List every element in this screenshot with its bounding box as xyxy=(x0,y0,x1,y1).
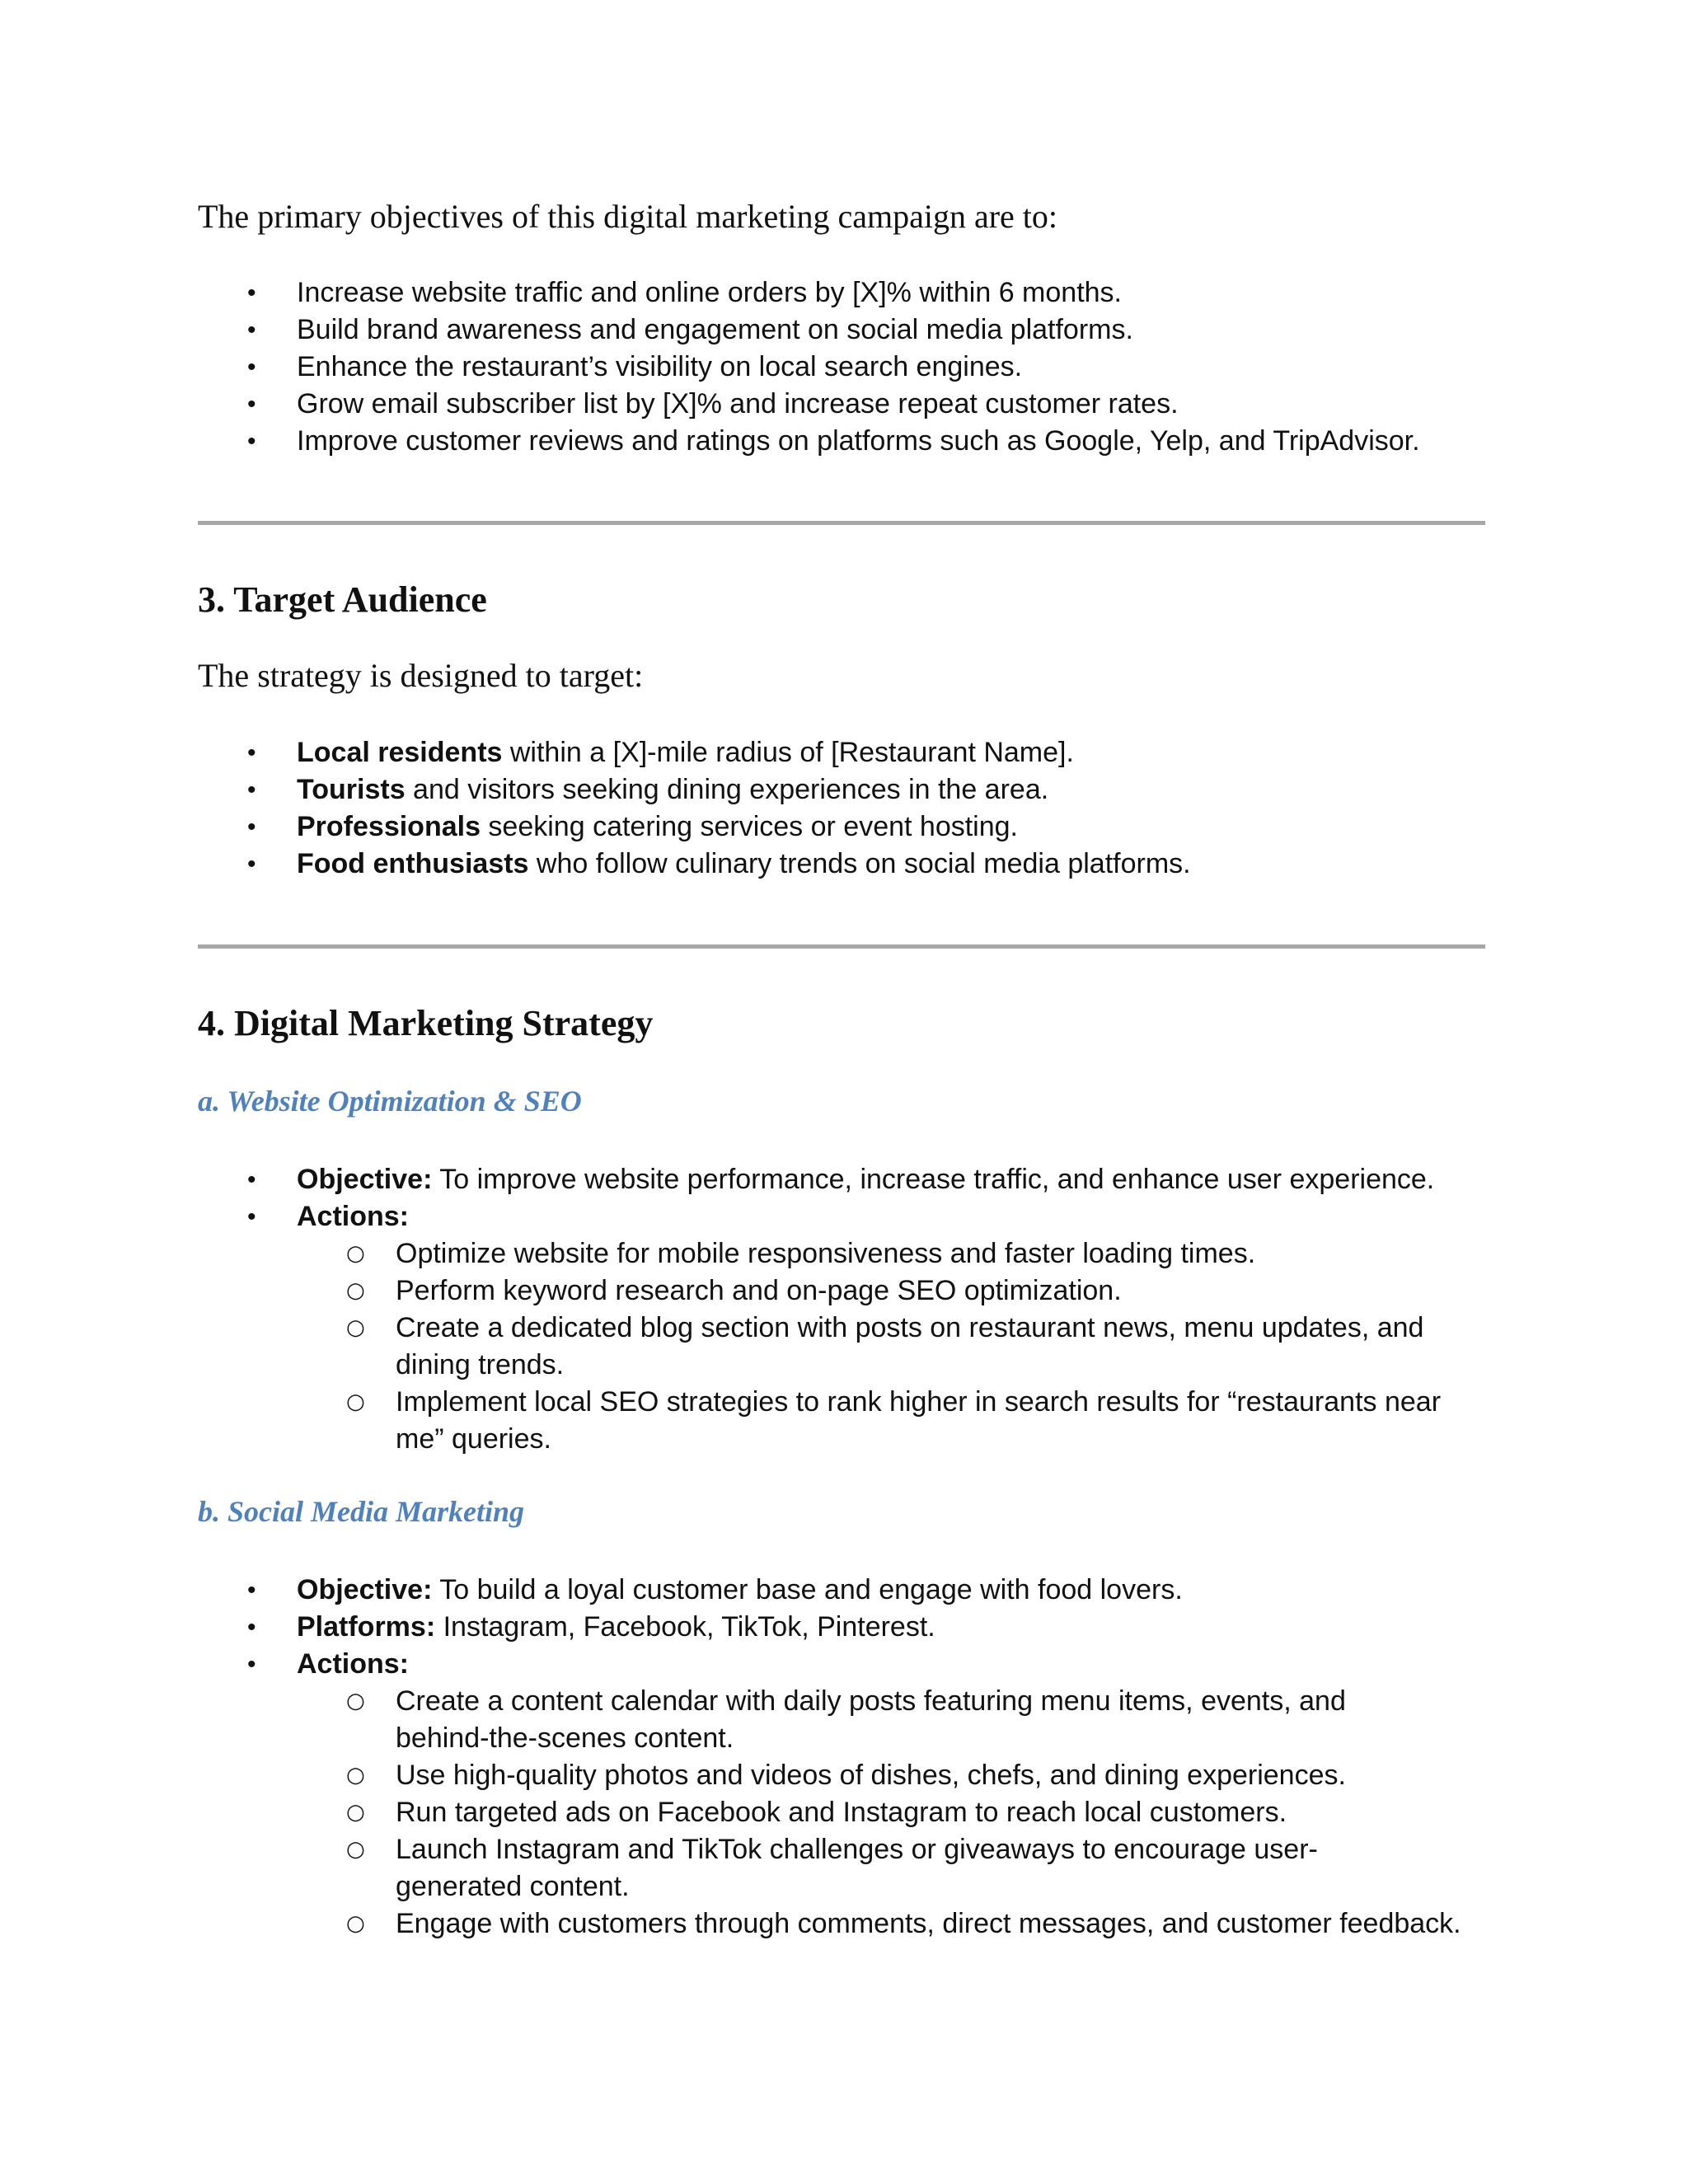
circle-bullet-icon: ○ xyxy=(346,1315,365,1340)
target-audience-list xyxy=(0,734,1191,883)
list-item: • Enhance the restaurant’s visibility on local search engines. xyxy=(0,349,1420,386)
bullet-icon: • xyxy=(247,813,256,841)
circle-bullet-icon: ○ xyxy=(346,1763,365,1788)
section-heading-digital-marketing-strategy: 4. Digital Marketing Strategy xyxy=(198,1003,654,1043)
list-item: ○ Run targeted ads on Facebook and Instagram to reach local customers. xyxy=(0,1794,1461,1831)
bullet-icon: • xyxy=(247,391,256,418)
circle-bullet-icon: ○ xyxy=(346,1837,365,1862)
horizontal-divider xyxy=(198,521,1485,525)
circle-bullet-icon: ○ xyxy=(346,1241,365,1266)
list-item: ○ Create a dedicated blog section with posts on restaurant news, menu updates, and dining trends. xyxy=(0,1310,1442,1384)
list-item: • Improve customer reviews and ratings on platforms such as Google, Yelp, and TripAdvisor. xyxy=(0,423,1420,460)
list-item: ○ Implement local SEO strategies to rank higher in search results for “restaurants near me” queries. xyxy=(0,1384,1442,1458)
bullet-icon: • xyxy=(247,739,256,766)
list-item: ○ Optimize website for mobile responsiveness and faster loading times. xyxy=(0,1235,1442,1272)
bullet-icon: • xyxy=(247,1651,256,1678)
social-media-list xyxy=(0,1572,1461,1943)
bullet-icon: • xyxy=(247,776,256,804)
list-item: • Objective: To improve website performance, increase traffic, and enhance user experience. xyxy=(0,1161,1442,1198)
list-item: • Professionals seeking catering services or event hosting. xyxy=(0,808,1191,846)
circle-bullet-icon: ○ xyxy=(346,1390,365,1414)
target-audience-intro: The strategy is designed to target: xyxy=(198,657,644,694)
list-item: ○ Launch Instagram and TikTok challenges or giveaways to encourage user-generated content. xyxy=(0,1831,1442,1905)
objectives-intro: The primary objectives of this digital marketing campaign are to: xyxy=(198,198,1058,235)
section-heading-target-audience: 3. Target Audience xyxy=(198,579,487,620)
list-item: • Local residents within a [X]-mile radius of [Restaurant Name]. xyxy=(0,734,1191,771)
list-item: ○ Perform keyword research and on-page SEO optimization. xyxy=(0,1272,1442,1310)
list-item: • Actions: xyxy=(0,1198,1442,1235)
list-item: • Increase website traffic and online orders by [X]% within 6 months. xyxy=(0,274,1420,312)
circle-bullet-icon: ○ xyxy=(346,1278,365,1303)
bullet-icon: • xyxy=(247,1203,256,1230)
bullet-icon: • xyxy=(247,428,256,455)
list-item: ○ Use high-quality photos and videos of dishes, chefs, and dining experiences. xyxy=(0,1757,1461,1794)
list-item: • Build brand awareness and engagement on social media platforms. xyxy=(0,312,1420,349)
list-item: • Platforms: Instagram, Facebook, TikTok, Pinterest. xyxy=(0,1609,1461,1646)
list-item: • Grow email subscriber list by [X]% and increase repeat customer rates. xyxy=(0,386,1420,423)
website-seo-list xyxy=(0,1161,1442,1458)
list-item: ○ Create a content calendar with daily posts featuring menu items, events, and behind-the-scenes content. xyxy=(0,1683,1442,1757)
list-item: • Actions: xyxy=(0,1646,1461,1683)
bullet-icon: • xyxy=(247,1614,256,1641)
circle-bullet-icon: ○ xyxy=(346,1800,365,1825)
list-item: ○ Engage with customers through comments, direct messages, and customer feedback. xyxy=(0,1905,1461,1943)
bullet-icon: • xyxy=(247,1577,256,1604)
objectives-list xyxy=(0,274,1420,460)
list-item: • Objective: To build a loyal customer base and engage with food lovers. xyxy=(0,1572,1461,1609)
bullet-icon: • xyxy=(247,279,256,307)
list-item: • Food enthusiasts who follow culinary trends on social media platforms. xyxy=(0,846,1191,883)
subheading-website-optimization: a. Website Optimization & SEO xyxy=(198,1085,582,1118)
bullet-icon: • xyxy=(247,316,256,344)
circle-bullet-icon: ○ xyxy=(346,1689,365,1713)
horizontal-divider xyxy=(198,944,1485,949)
bullet-icon: • xyxy=(247,1166,256,1193)
subheading-social-media-marketing: b. Social Media Marketing xyxy=(198,1495,525,1528)
list-item: • Tourists and visitors seeking dining experiences in the area. xyxy=(0,771,1191,808)
circle-bullet-icon: ○ xyxy=(346,1911,365,1936)
bullet-icon: • xyxy=(247,354,256,381)
bullet-icon: • xyxy=(247,851,256,878)
